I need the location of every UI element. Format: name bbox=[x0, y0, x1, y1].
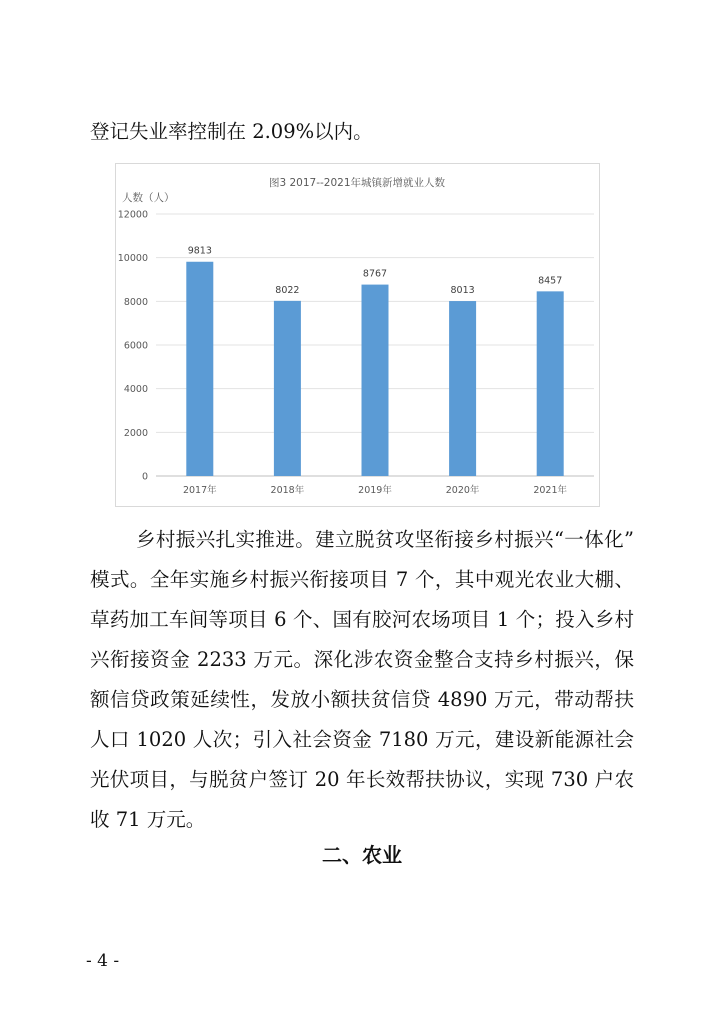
paragraph-line: 光伏项目，与脱贫户签订 20 年长效帮扶协议，实现 730 户农 bbox=[90, 768, 634, 791]
paragraph-line: 额信贷政策延续性，发放小额扶贫信贷 4890 万元，带动帮扶 bbox=[90, 688, 634, 711]
y-tick-labels bbox=[118, 210, 148, 483]
y-tick-label: 6000 bbox=[123, 340, 148, 352]
x-tick-label: 2017年 bbox=[182, 485, 217, 496]
paragraph-line: 草药加工车间等项目 6 个、国有胶河农场项目 1 个；投入乡村 bbox=[90, 608, 634, 631]
x-tick-label: 2021年 bbox=[533, 485, 568, 496]
data-label: 8022 bbox=[275, 284, 300, 296]
intro-line: 登记失业率控制在 2.09%以内。 bbox=[90, 120, 373, 143]
paragraph-line: 人口 1020 人次；引入社会资金 7180 万元，建设新能源社会 bbox=[90, 728, 634, 751]
chart-title: 图3 2017--2021年城镇新增就业人数 bbox=[268, 177, 446, 189]
x-tick-label: 2018年 bbox=[270, 485, 305, 496]
y-tick-label: 2000 bbox=[123, 427, 148, 439]
bar-2018年 bbox=[274, 301, 301, 476]
chart-canvas bbox=[116, 164, 599, 506]
data-label: 8457 bbox=[538, 275, 563, 287]
data-label: 8767 bbox=[362, 268, 388, 280]
bar-chart bbox=[115, 163, 600, 507]
bar-2019年 bbox=[362, 285, 389, 476]
y-tick-label: 4000 bbox=[123, 384, 148, 396]
bar-2020年 bbox=[449, 301, 476, 476]
bars bbox=[186, 262, 563, 476]
y-tick-label: 10000 bbox=[117, 253, 148, 265]
page-number: - 4 - bbox=[86, 951, 120, 971]
bar-2021年 bbox=[537, 291, 564, 476]
x-tick-labels bbox=[183, 484, 568, 496]
y-tick-label: 8000 bbox=[123, 296, 148, 308]
paragraph-line: 乡村振兴扎实推进。建立脱贫攻坚衔接乡村振兴“一体化” bbox=[136, 528, 634, 551]
y-tick-label: 12000 bbox=[117, 209, 148, 221]
y-tick-label: 0 bbox=[141, 471, 148, 483]
x-tick-label: 2019年 bbox=[358, 485, 392, 496]
section-heading: 二、农业 bbox=[322, 843, 402, 867]
y-axis-unit: 人数（人） bbox=[122, 192, 175, 204]
data-label: 9813 bbox=[187, 245, 212, 257]
x-tick-label: 2020年 bbox=[445, 485, 480, 496]
bar-2017年 bbox=[186, 262, 213, 476]
paragraph-line: 模式。全年实施乡村振兴衔接项目 7 个，其中观光农业大棚、 bbox=[90, 568, 634, 591]
paragraph-line: 收 71 万元。 bbox=[90, 808, 206, 831]
data-label: 8013 bbox=[450, 285, 475, 297]
paragraph-line: 兴衔接资金 2233 万元。深化涉农资金整合支持乡村振兴，保 bbox=[90, 648, 634, 671]
